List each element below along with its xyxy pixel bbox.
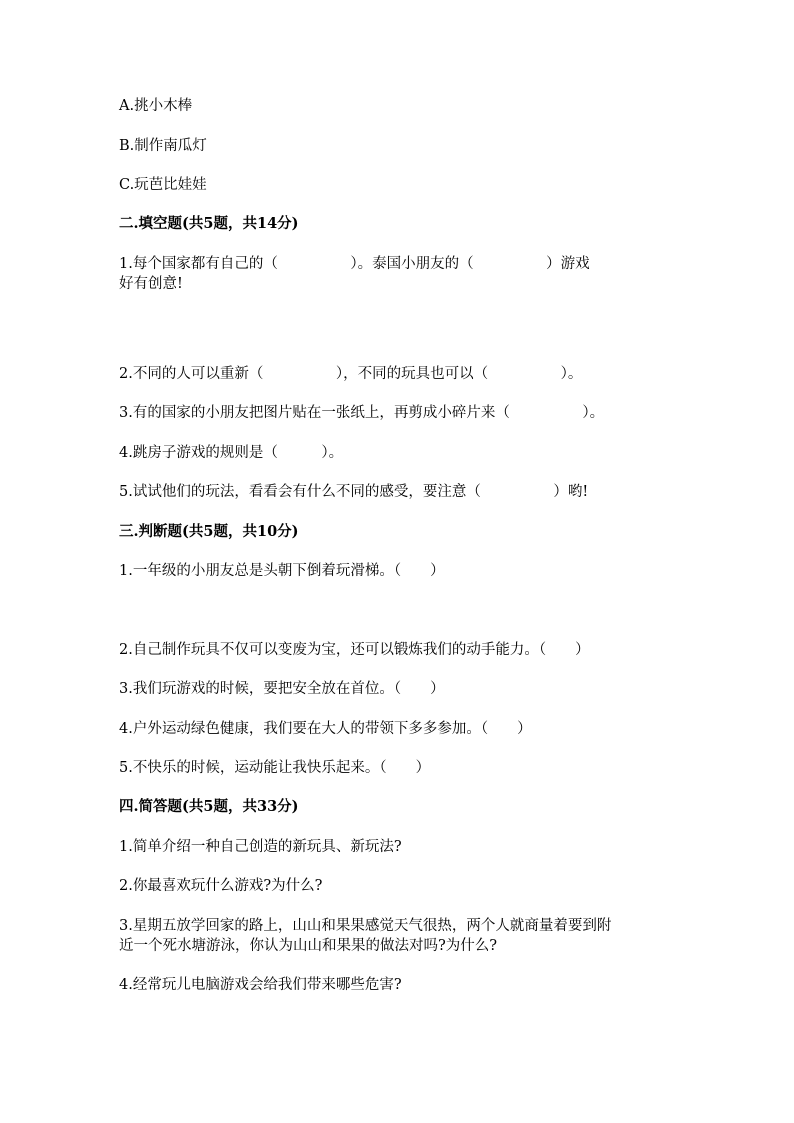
judge-question-3: 3.我们玩游戏的时候，要把安全放在首位。（ ） [119, 681, 445, 697]
fill-question-4: 4.跳房子游戏的规则是（ ）。 [119, 445, 344, 461]
short-question-2: 2.你最喜欢玩什么游戏?为什么? [119, 878, 323, 894]
short-question-4: 4.经常玩儿电脑游戏会给我们带来哪些危害? [119, 977, 402, 993]
option-a: A.挑小木棒 [119, 98, 193, 114]
judge-question-1: 1.一年级的小朋友总是头朝下倒着玩滑梯。（ ） [119, 563, 445, 579]
fill-question-1-line-2: 好有创意! [119, 276, 183, 292]
judge-question-5: 5.不快乐的时候，运动能让我快乐起来。（ ） [119, 760, 431, 776]
judge-question-2: 2.自己制作玩具不仅可以变废为宝，还可以锻炼我们的动手能力。（ ） [119, 642, 590, 658]
option-c: C.玩芭比娃娃 [119, 177, 207, 193]
short-question-1: 1.简单介绍一种自己创造的新玩具、新玩法? [119, 839, 402, 855]
short-question-3-line-1: 3.星期五放学回家的路上，山山和果果感觉天气很热，两个人就商量着要到附 [119, 918, 612, 934]
fill-question-2: 2.不同的人可以重新（ ），不同的玩具也可以（ ）。 [119, 366, 583, 382]
fill-question-1-line-1: 1.每个国家都有自己的（ ）。泰国小朋友的（ ）游戏 [119, 256, 590, 272]
fill-question-3: 3.有的国家的小朋友把图片贴在一张纸上，再剪成小碎片来（ ）。 [119, 405, 605, 421]
fill-question-5: 5.试试他们的玩法，看看会有什么不同的感受，要注意（ ）哟! [119, 484, 589, 500]
option-b: B.制作南瓜灯 [119, 138, 207, 154]
section-heading-true-false: 三.判断题(共5题，共10分) [119, 523, 299, 540]
short-question-3-line-2: 近一个死水塘游泳，你认为山山和果果的做法对吗?为什么? [119, 938, 498, 954]
section-heading-fill-in: 二.填空题(共5题，共14分) [119, 215, 299, 232]
judge-question-4: 4.户外运动绿色健康，我们要在大人的带领下多多参加。（ ） [119, 721, 532, 737]
section-heading-short-answer: 四.简答题(共5题，共33分) [119, 798, 299, 815]
